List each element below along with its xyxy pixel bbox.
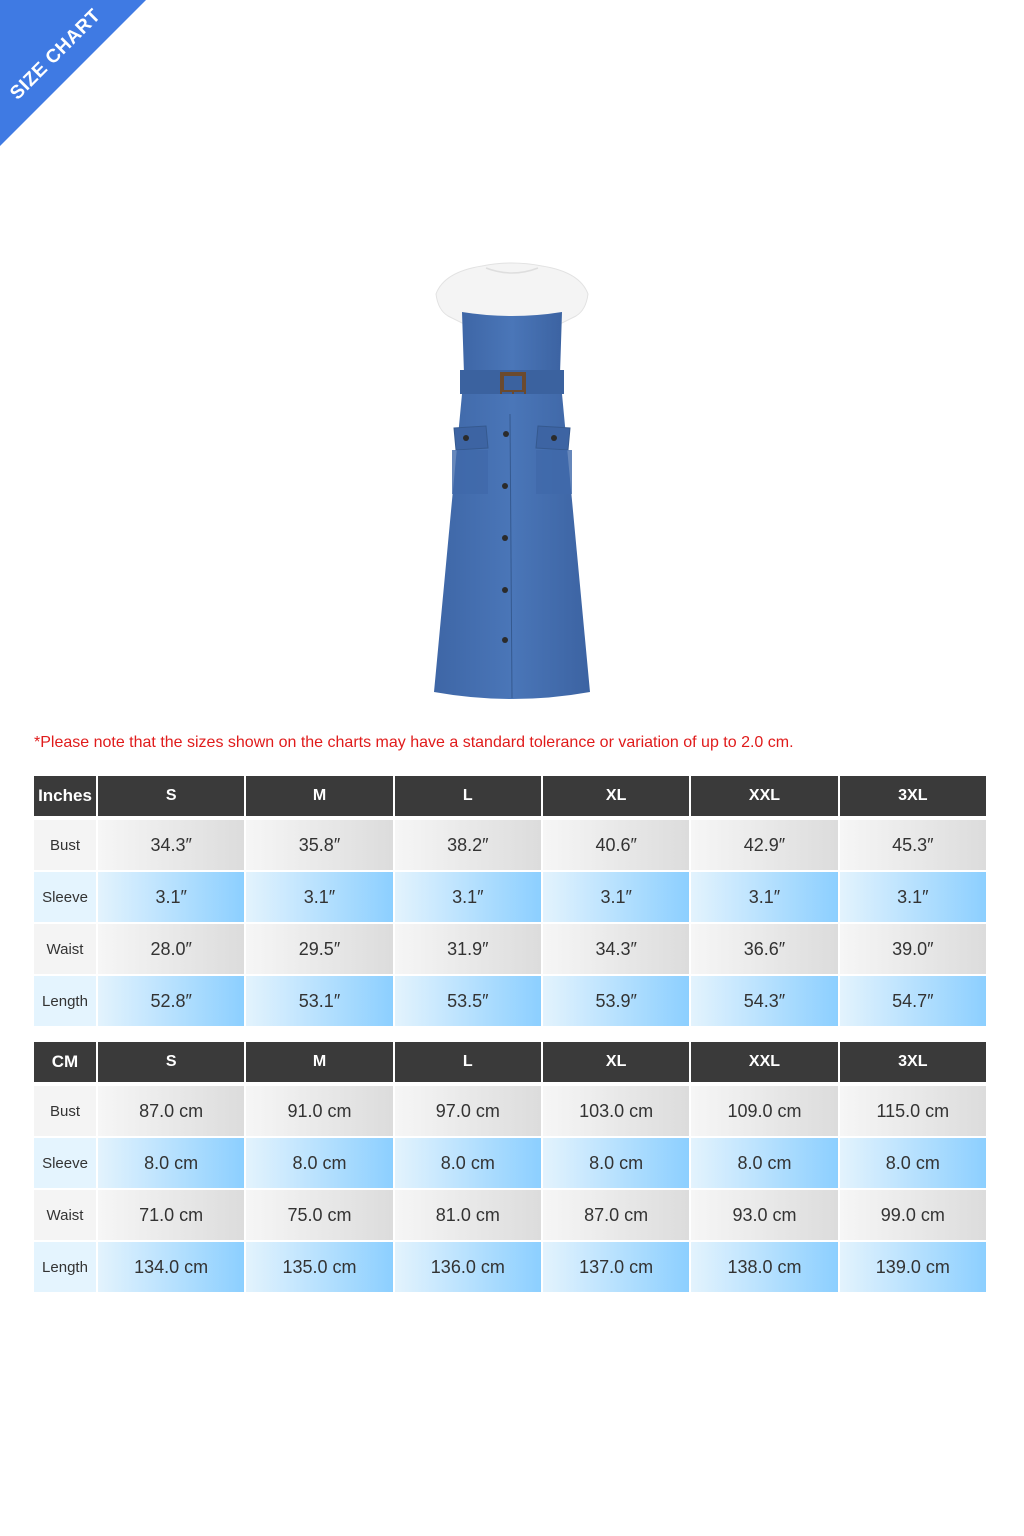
table-cell: 8.0 cm	[246, 1138, 392, 1188]
size-header: S	[98, 1042, 244, 1084]
cm-unit-label: CM	[34, 1042, 96, 1084]
banner-label: SIZE CHART	[6, 5, 106, 105]
size-header: 3XL	[840, 1042, 986, 1084]
table-cell: 8.0 cm	[840, 1138, 986, 1188]
row-label: Length	[34, 1242, 96, 1292]
table-cell: 109.0 cm	[691, 1086, 837, 1136]
row-label: Length	[34, 976, 96, 1026]
table-cell: 31.9″	[395, 924, 541, 974]
table-cell: 34.3″	[543, 924, 689, 974]
table-cell: 28.0″	[98, 924, 244, 974]
table-row-waist	[34, 1190, 986, 1240]
inches-size-table	[32, 774, 988, 1028]
table-cell: 87.0 cm	[543, 1190, 689, 1240]
table-row-waist	[34, 924, 986, 974]
table-cell: 42.9″	[691, 820, 837, 870]
table-cell: 91.0 cm	[246, 1086, 392, 1136]
table-cell: 40.6″	[543, 820, 689, 870]
table-cell: 75.0 cm	[246, 1190, 392, 1240]
cm-size-table	[32, 1040, 988, 1294]
table-row-sleeve	[34, 1138, 986, 1188]
table-cell: 139.0 cm	[840, 1242, 986, 1292]
row-label: Waist	[34, 924, 96, 974]
table-cell: 8.0 cm	[98, 1138, 244, 1188]
table-cell: 53.1″	[246, 976, 392, 1026]
inches-unit-label: Inches	[34, 776, 96, 818]
table-cell: 8.0 cm	[543, 1138, 689, 1188]
row-label: Waist	[34, 1190, 96, 1240]
table-cell: 8.0 cm	[691, 1138, 837, 1188]
row-label: Sleeve	[34, 1138, 96, 1188]
table-cell: 3.1″	[98, 872, 244, 922]
table-cell: 3.1″	[691, 872, 837, 922]
table-cell: 81.0 cm	[395, 1190, 541, 1240]
size-header: M	[246, 776, 392, 818]
tolerance-note: *Please note that the sizes shown on the charts may have a standard tolerance or variation of up to 2.0 cm.	[34, 734, 794, 751]
size-header: XXL	[691, 1042, 837, 1084]
table-cell: 93.0 cm	[691, 1190, 837, 1240]
table-cell: 34.3″	[98, 820, 244, 870]
table-cell: 3.1″	[395, 872, 541, 922]
table-row-length	[34, 1242, 986, 1292]
table-cell: 135.0 cm	[246, 1242, 392, 1292]
row-label: Bust	[34, 820, 96, 870]
table-row-bust	[34, 820, 986, 870]
table-cell: 103.0 cm	[543, 1086, 689, 1136]
table-cell: 53.9″	[543, 976, 689, 1026]
table-row-length	[34, 976, 986, 1026]
table-row-sleeve	[34, 872, 986, 922]
table-cell: 54.7″	[840, 976, 986, 1026]
size-header: 3XL	[840, 776, 986, 818]
table-cell: 134.0 cm	[98, 1242, 244, 1292]
size-chart-banner	[0, 0, 150, 150]
size-header: S	[98, 776, 244, 818]
table-row-bust	[34, 1086, 986, 1136]
table-cell: 35.8″	[246, 820, 392, 870]
table-cell: 54.3″	[691, 976, 837, 1026]
size-header: XL	[543, 776, 689, 818]
table-cell: 138.0 cm	[691, 1242, 837, 1292]
table-cell: 115.0 cm	[840, 1086, 986, 1136]
size-header: M	[246, 1042, 392, 1084]
table-cell: 53.5″	[395, 976, 541, 1026]
table-cell: 3.1″	[840, 872, 986, 922]
table-cell: 99.0 cm	[840, 1190, 986, 1240]
inches-header-row	[34, 776, 986, 818]
denim-dress-icon	[430, 262, 594, 704]
row-label: Sleeve	[34, 872, 96, 922]
table-cell: 36.6″	[691, 924, 837, 974]
cm-header-row	[34, 1042, 986, 1084]
table-cell: 71.0 cm	[98, 1190, 244, 1240]
size-header: L	[395, 1042, 541, 1084]
table-cell: 29.5″	[246, 924, 392, 974]
table-cell: 136.0 cm	[395, 1242, 541, 1292]
table-cell: 38.2″	[395, 820, 541, 870]
table-cell: 52.8″	[98, 976, 244, 1026]
table-cell: 45.3″	[840, 820, 986, 870]
table-cell: 137.0 cm	[543, 1242, 689, 1292]
table-cell: 39.0″	[840, 924, 986, 974]
table-cell: 8.0 cm	[395, 1138, 541, 1188]
size-header: L	[395, 776, 541, 818]
size-header: XXL	[691, 776, 837, 818]
table-cell: 3.1″	[246, 872, 392, 922]
table-cell: 87.0 cm	[98, 1086, 244, 1136]
row-label: Bust	[34, 1086, 96, 1136]
table-cell: 3.1″	[543, 872, 689, 922]
table-cell: 97.0 cm	[395, 1086, 541, 1136]
product-image	[430, 262, 594, 704]
size-header: XL	[543, 1042, 689, 1084]
